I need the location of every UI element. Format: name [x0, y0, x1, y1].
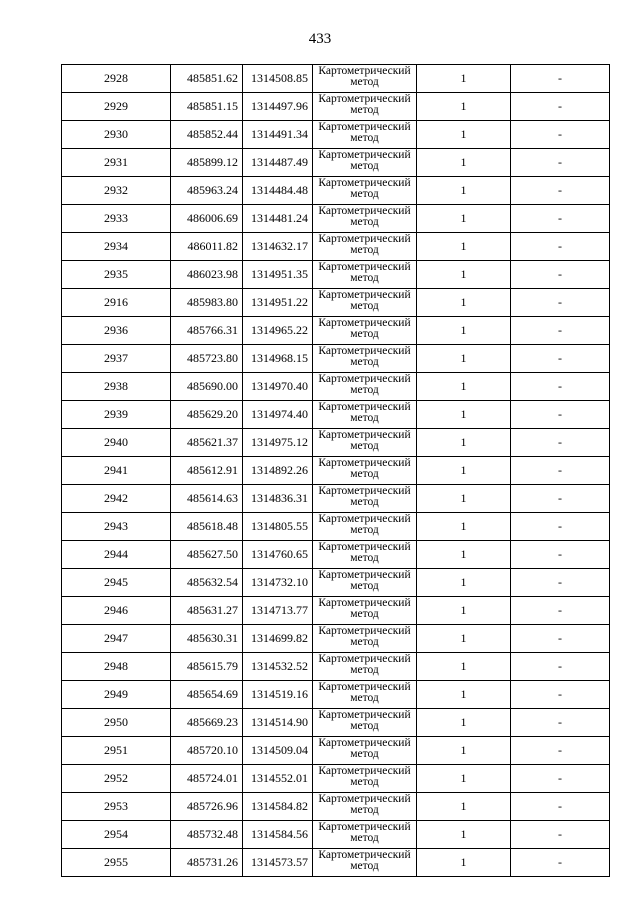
method-cell: Картометрический метод	[313, 625, 417, 653]
x-coordinate-cell: 485631.27	[171, 597, 243, 625]
y-coordinate-cell: 1314514.90	[243, 709, 313, 737]
point-number-cell: 2953	[62, 793, 171, 821]
accuracy-cell: 1	[417, 541, 511, 569]
y-coordinate-cell: 1314491.34	[243, 121, 313, 149]
table-body	[62, 65, 610, 877]
x-coordinate-cell: 485629.20	[171, 401, 243, 429]
table-row	[62, 457, 610, 485]
note-cell: -	[511, 65, 610, 93]
y-coordinate-cell: 1314487.49	[243, 149, 313, 177]
table-row	[62, 597, 610, 625]
x-coordinate-cell: 485851.15	[171, 93, 243, 121]
table-row	[62, 429, 610, 457]
note-cell: -	[511, 233, 610, 261]
y-coordinate-cell: 1314519.16	[243, 681, 313, 709]
x-coordinate-cell: 485766.31	[171, 317, 243, 345]
note-cell: -	[511, 821, 610, 849]
note-cell: -	[511, 765, 610, 793]
x-coordinate-cell: 485632.54	[171, 569, 243, 597]
point-number-cell: 2935	[62, 261, 171, 289]
accuracy-cell: 1	[417, 93, 511, 121]
note-cell: -	[511, 597, 610, 625]
note-cell: -	[511, 513, 610, 541]
table-row	[62, 849, 610, 877]
accuracy-cell: 1	[417, 849, 511, 877]
y-coordinate-cell: 1314951.35	[243, 261, 313, 289]
accuracy-cell: 1	[417, 317, 511, 345]
accuracy-cell: 1	[417, 121, 511, 149]
x-coordinate-cell: 485720.10	[171, 737, 243, 765]
method-cell: Картометрический метод	[313, 401, 417, 429]
table-row	[62, 261, 610, 289]
method-cell: Картометрический метод	[313, 121, 417, 149]
note-cell: -	[511, 793, 610, 821]
accuracy-cell: 1	[417, 233, 511, 261]
y-coordinate-cell: 1314892.26	[243, 457, 313, 485]
accuracy-cell: 1	[417, 345, 511, 373]
method-cell: Картометрический метод	[313, 485, 417, 513]
note-cell: -	[511, 205, 610, 233]
note-cell: -	[511, 485, 610, 513]
accuracy-cell: 1	[417, 513, 511, 541]
accuracy-cell: 1	[417, 401, 511, 429]
method-cell: Картометрический метод	[313, 65, 417, 93]
method-cell: Картометрический метод	[313, 597, 417, 625]
point-number-cell: 2950	[62, 709, 171, 737]
method-cell: Картометрический метод	[313, 261, 417, 289]
accuracy-cell: 1	[417, 177, 511, 205]
table-row	[62, 149, 610, 177]
method-cell: Картометрический метод	[313, 681, 417, 709]
point-number-cell: 2941	[62, 457, 171, 485]
accuracy-cell: 1	[417, 709, 511, 737]
x-coordinate-cell: 485690.00	[171, 373, 243, 401]
note-cell: -	[511, 849, 610, 877]
accuracy-cell: 1	[417, 205, 511, 233]
note-cell: -	[511, 569, 610, 597]
point-number-cell: 2951	[62, 737, 171, 765]
method-cell: Картометрический метод	[313, 93, 417, 121]
table-row	[62, 793, 610, 821]
method-cell: Картометрический метод	[313, 373, 417, 401]
table-row	[62, 681, 610, 709]
y-coordinate-cell: 1314573.57	[243, 849, 313, 877]
method-cell: Картометрический метод	[313, 709, 417, 737]
accuracy-cell: 1	[417, 485, 511, 513]
point-number-cell: 2955	[62, 849, 171, 877]
point-number-cell: 2938	[62, 373, 171, 401]
accuracy-cell: 1	[417, 261, 511, 289]
accuracy-cell: 1	[417, 65, 511, 93]
point-number-cell: 2928	[62, 65, 171, 93]
point-number-cell: 2942	[62, 485, 171, 513]
point-number-cell: 2948	[62, 653, 171, 681]
table-row	[62, 821, 610, 849]
note-cell: -	[511, 429, 610, 457]
point-number-cell: 2945	[62, 569, 171, 597]
table-row	[62, 205, 610, 233]
table-row	[62, 93, 610, 121]
method-cell: Картометрический метод	[313, 793, 417, 821]
method-cell: Картометрический метод	[313, 149, 417, 177]
table-row	[62, 513, 610, 541]
x-coordinate-cell: 485724.01	[171, 765, 243, 793]
page-number: 433	[308, 31, 332, 47]
y-coordinate-cell: 1314584.82	[243, 793, 313, 821]
note-cell: -	[511, 541, 610, 569]
point-number-cell: 2952	[62, 765, 171, 793]
x-coordinate-cell: 485612.91	[171, 457, 243, 485]
y-coordinate-cell: 1314965.22	[243, 317, 313, 345]
y-coordinate-cell: 1314951.22	[243, 289, 313, 317]
note-cell: -	[511, 373, 610, 401]
y-coordinate-cell: 1314699.82	[243, 625, 313, 653]
point-number-cell: 2947	[62, 625, 171, 653]
point-number-cell: 2943	[62, 513, 171, 541]
method-cell: Картометрический метод	[313, 821, 417, 849]
accuracy-cell: 1	[417, 793, 511, 821]
x-coordinate-cell: 485983.80	[171, 289, 243, 317]
x-coordinate-cell: 486006.69	[171, 205, 243, 233]
x-coordinate-cell: 485723.80	[171, 345, 243, 373]
table-row	[62, 541, 610, 569]
point-number-cell: 2939	[62, 401, 171, 429]
note-cell: -	[511, 653, 610, 681]
method-cell: Картометрический метод	[313, 849, 417, 877]
table-row	[62, 737, 610, 765]
accuracy-cell: 1	[417, 597, 511, 625]
table-row	[62, 65, 610, 93]
point-number-cell: 2934	[62, 233, 171, 261]
x-coordinate-cell: 485731.26	[171, 849, 243, 877]
note-cell: -	[511, 149, 610, 177]
note-cell: -	[511, 261, 610, 289]
point-number-cell: 2931	[62, 149, 171, 177]
point-number-cell: 2933	[62, 205, 171, 233]
accuracy-cell: 1	[417, 569, 511, 597]
x-coordinate-cell: 485963.24	[171, 177, 243, 205]
y-coordinate-cell: 1314497.96	[243, 93, 313, 121]
note-cell: -	[511, 317, 610, 345]
y-coordinate-cell: 1314481.24	[243, 205, 313, 233]
point-number-cell: 2929	[62, 93, 171, 121]
note-cell: -	[511, 401, 610, 429]
y-coordinate-cell: 1314509.04	[243, 737, 313, 765]
table-row	[62, 177, 610, 205]
note-cell: -	[511, 737, 610, 765]
x-coordinate-cell: 485899.12	[171, 149, 243, 177]
note-cell: -	[511, 709, 610, 737]
x-coordinate-cell: 485618.48	[171, 513, 243, 541]
point-number-cell: 2949	[62, 681, 171, 709]
y-coordinate-cell: 1314552.01	[243, 765, 313, 793]
point-number-cell: 2930	[62, 121, 171, 149]
x-coordinate-cell: 486023.98	[171, 261, 243, 289]
accuracy-cell: 1	[417, 737, 511, 765]
method-cell: Картометрический метод	[313, 737, 417, 765]
y-coordinate-cell: 1314508.85	[243, 65, 313, 93]
point-number-cell: 2916	[62, 289, 171, 317]
note-cell: -	[511, 289, 610, 317]
y-coordinate-cell: 1314975.12	[243, 429, 313, 457]
accuracy-cell: 1	[417, 149, 511, 177]
x-coordinate-cell: 485852.44	[171, 121, 243, 149]
method-cell: Картометрический метод	[313, 653, 417, 681]
y-coordinate-cell: 1314836.31	[243, 485, 313, 513]
method-cell: Картометрический метод	[313, 205, 417, 233]
method-cell: Картометрический метод	[313, 317, 417, 345]
y-coordinate-cell: 1314632.17	[243, 233, 313, 261]
note-cell: -	[511, 121, 610, 149]
accuracy-cell: 1	[417, 457, 511, 485]
y-coordinate-cell: 1314584.56	[243, 821, 313, 849]
note-cell: -	[511, 457, 610, 485]
x-coordinate-cell: 485726.96	[171, 793, 243, 821]
point-number-cell: 2936	[62, 317, 171, 345]
x-coordinate-cell: 485627.50	[171, 541, 243, 569]
x-coordinate-cell: 485669.23	[171, 709, 243, 737]
coordinates-table	[61, 64, 610, 877]
accuracy-cell: 1	[417, 373, 511, 401]
method-cell: Картометрический метод	[313, 289, 417, 317]
table-row	[62, 709, 610, 737]
note-cell: -	[511, 93, 610, 121]
table-row	[62, 289, 610, 317]
method-cell: Картометрический метод	[313, 541, 417, 569]
table-row	[62, 345, 610, 373]
method-cell: Картометрический метод	[313, 177, 417, 205]
y-coordinate-cell: 1314974.40	[243, 401, 313, 429]
x-coordinate-cell: 485732.48	[171, 821, 243, 849]
point-number-cell: 2932	[62, 177, 171, 205]
x-coordinate-cell: 485621.37	[171, 429, 243, 457]
note-cell: -	[511, 625, 610, 653]
x-coordinate-cell: 485630.31	[171, 625, 243, 653]
note-cell: -	[511, 177, 610, 205]
method-cell: Картометрический метод	[313, 345, 417, 373]
accuracy-cell: 1	[417, 429, 511, 457]
x-coordinate-cell: 485615.79	[171, 653, 243, 681]
y-coordinate-cell: 1314805.55	[243, 513, 313, 541]
y-coordinate-cell: 1314532.52	[243, 653, 313, 681]
x-coordinate-cell: 485654.69	[171, 681, 243, 709]
y-coordinate-cell: 1314968.15	[243, 345, 313, 373]
x-coordinate-cell: 486011.82	[171, 233, 243, 261]
accuracy-cell: 1	[417, 289, 511, 317]
accuracy-cell: 1	[417, 765, 511, 793]
x-coordinate-cell: 485614.63	[171, 485, 243, 513]
point-number-cell: 2944	[62, 541, 171, 569]
point-number-cell: 2937	[62, 345, 171, 373]
y-coordinate-cell: 1314760.65	[243, 541, 313, 569]
table-row	[62, 401, 610, 429]
table-row	[62, 373, 610, 401]
method-cell: Картометрический метод	[313, 233, 417, 261]
table-row	[62, 485, 610, 513]
method-cell: Картометрический метод	[313, 457, 417, 485]
method-cell: Картометрический метод	[313, 513, 417, 541]
y-coordinate-cell: 1314732.10	[243, 569, 313, 597]
method-cell: Картометрический метод	[313, 569, 417, 597]
point-number-cell: 2946	[62, 597, 171, 625]
point-number-cell: 2954	[62, 821, 171, 849]
method-cell: Картометрический метод	[313, 765, 417, 793]
table-row	[62, 317, 610, 345]
table-row	[62, 625, 610, 653]
x-coordinate-cell: 485851.62	[171, 65, 243, 93]
accuracy-cell: 1	[417, 681, 511, 709]
accuracy-cell: 1	[417, 653, 511, 681]
accuracy-cell: 1	[417, 625, 511, 653]
note-cell: -	[511, 345, 610, 373]
table-row	[62, 233, 610, 261]
y-coordinate-cell: 1314484.48	[243, 177, 313, 205]
note-cell: -	[511, 681, 610, 709]
method-cell: Картометрический метод	[313, 429, 417, 457]
table-row	[62, 653, 610, 681]
y-coordinate-cell: 1314713.77	[243, 597, 313, 625]
y-coordinate-cell: 1314970.40	[243, 373, 313, 401]
point-number-cell: 2940	[62, 429, 171, 457]
table-row	[62, 121, 610, 149]
table-row	[62, 569, 610, 597]
table-row	[62, 765, 610, 793]
accuracy-cell: 1	[417, 821, 511, 849]
